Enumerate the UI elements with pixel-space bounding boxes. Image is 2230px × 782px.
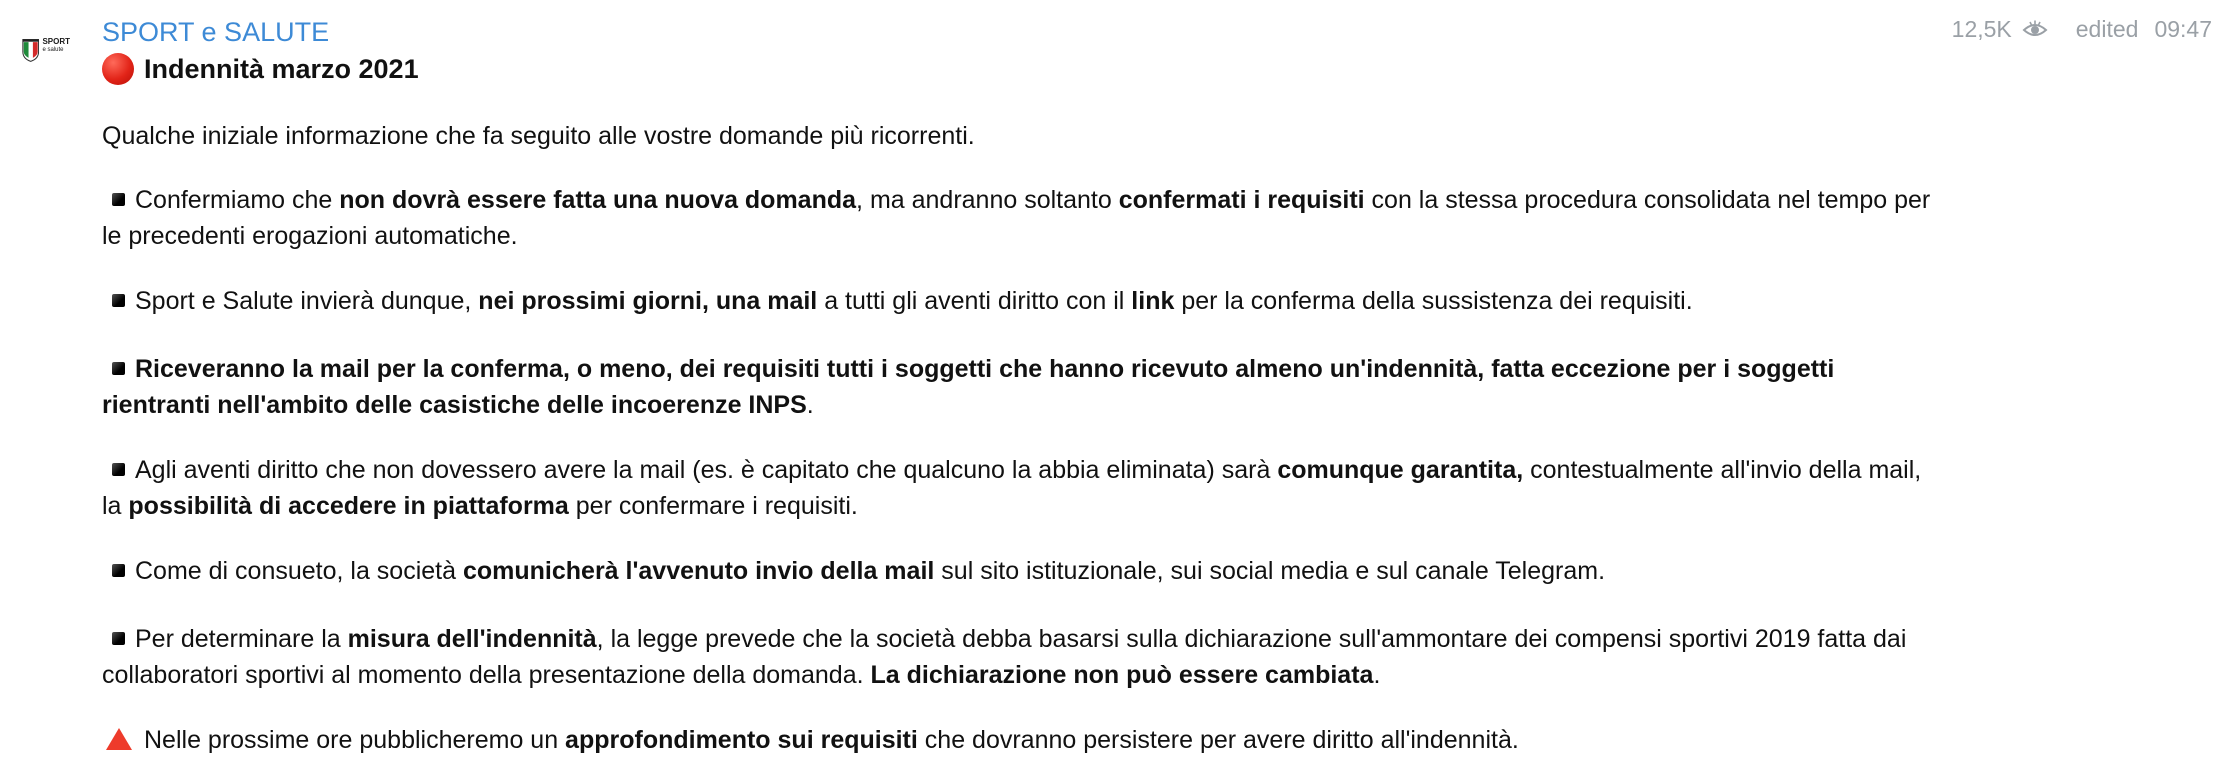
bold-run: misura dell'indennità xyxy=(347,625,597,653)
text-run: , la legge prevede che la società debba basarsi sulla dichiarazione sull'ammontare dei compensi sportivi 2019 fatta dai xyxy=(596,625,1907,653)
avatar[interactable] xyxy=(22,36,70,70)
post-title xyxy=(102,50,2102,88)
text-run: sul sito istituzionale, sui social media e sul canale Telegram. xyxy=(934,557,1606,585)
bold-run: rientranti nell'ambito delle casistiche delle incoerenze INPS xyxy=(102,391,807,419)
intro-text: Qualche iniziale informazione che fa seguito alle vostre domande più ricorrenti. xyxy=(102,122,975,150)
paragraph-no-mail xyxy=(102,452,2102,524)
paragraph-confirm xyxy=(102,182,2102,254)
post-title-text: Indennità marzo 2021 xyxy=(144,54,419,84)
black-square-icon xyxy=(112,193,125,206)
text-run: che dovranno persistere per avere diritto all'indennità. xyxy=(917,726,1519,754)
text-run: . xyxy=(1373,661,1381,689)
paragraph-recipients xyxy=(102,351,2102,423)
bold-run: La dichiarazione non può essere cambiata xyxy=(870,661,1374,689)
text-run: Per determinare la xyxy=(135,625,348,653)
avatar-text-line2: e salute xyxy=(42,47,64,53)
paragraph-amount xyxy=(102,621,2102,693)
edited-label: edited xyxy=(2075,16,2139,42)
channel-name[interactable]: SPORT e SALUTE xyxy=(102,17,330,47)
bold-run: comunicherà l'avvenuto invio della mail xyxy=(462,557,935,585)
text-run: la xyxy=(102,492,129,520)
text-run: Confermiamo che xyxy=(135,186,340,214)
text-run: Agli aventi diritto che non dovessero avere la mail (es. è capitato che qualcuno la abbia eliminata) sarà xyxy=(135,456,1278,484)
text-run: Sport e Salute invierà dunque, xyxy=(135,287,479,315)
avatar-text xyxy=(42,38,70,54)
italian-shield-logo-icon xyxy=(22,36,39,64)
text-run: . xyxy=(806,391,814,419)
text-run: a tutti gli aventi diritto con il xyxy=(817,287,1132,315)
text-run: per confermare i requisiti. xyxy=(568,492,858,520)
bold-run: link xyxy=(1131,287,1175,315)
bold-run: comunque garantita, xyxy=(1277,456,1524,484)
text-run: Nelle prossime ore pubblicheremo un xyxy=(144,726,566,754)
paragraph-mail xyxy=(102,283,2102,319)
message-time: 09:47 xyxy=(2154,16,2212,42)
black-square-icon xyxy=(112,362,125,375)
intro-paragraph xyxy=(102,118,2102,154)
avatar-text-line1: SPORT xyxy=(42,37,70,46)
text-run: collaboratori sportivi al momento della presentazione della domanda. xyxy=(102,661,871,689)
text-run: le precedenti erogazioni automatiche. xyxy=(102,222,518,250)
text-run: Come di consueto, la società xyxy=(135,557,463,585)
black-square-icon xyxy=(112,463,125,476)
red-circle-icon xyxy=(102,53,134,85)
text-run: , ma andranno soltanto xyxy=(856,186,1119,214)
red-triangle-icon xyxy=(106,728,132,750)
black-square-icon xyxy=(112,564,125,577)
black-square-icon xyxy=(112,632,125,645)
bold-run: non dovrà essere fatta una nuova domanda xyxy=(339,186,857,214)
paragraph-communication xyxy=(102,553,2102,589)
bold-run: nei prossimi giorni, una mail xyxy=(478,287,818,315)
bold-run: Riceveranno la mail per la conferma, o meno, dei requisiti tutti i soggetti che hanno ricevuto almeno un'indennità, fatta eccezione per i soggetti xyxy=(135,355,1835,383)
text-run: per la conferma della sussistenza dei requisiti. xyxy=(1174,287,1693,315)
text-run: con la stessa procedura consolidata nel tempo per xyxy=(1364,186,1931,214)
bold-run: confermati i requisiti xyxy=(1118,186,1365,214)
views-count: 12,5K xyxy=(1951,16,2012,42)
message-body xyxy=(102,14,2102,754)
black-square-icon xyxy=(112,294,125,307)
paragraph-warning xyxy=(102,722,2102,758)
bold-run: possibilità di accedere in piattaforma xyxy=(128,492,569,520)
bold-run: approfondimento sui requisiti xyxy=(565,726,918,754)
text-run: contestualmente all'invio della mail, xyxy=(1523,456,1922,484)
